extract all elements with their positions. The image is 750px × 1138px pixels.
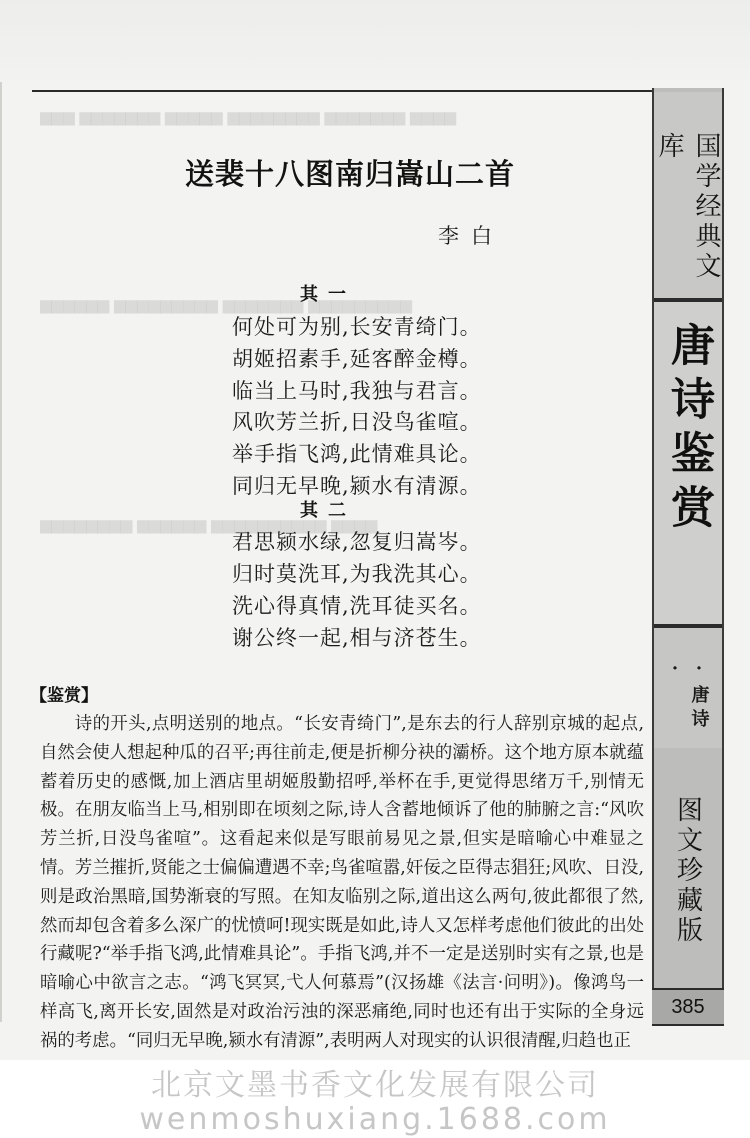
section-heading: 其一 [300,284,356,305]
watermark-url: wenmoshuxiang.1688.com [139,1102,611,1137]
edition-label: 图文珍藏版 [672,796,703,946]
poem-line: 归时莫洗耳,为我洗其心。 [232,562,482,586]
poem-line: 洗心得真情,洗耳徒买名。 [232,594,482,618]
bleed-through-texture: ▆▆▆ ▆▆▆▆▆▆▆ ▆▆▆▆▆ ▆▆▆▆▆▆▆▆ ▆▆▆▆▆▆▆ ▆▆▆▆ [40,112,457,130]
sidebar-edition-block [654,748,722,1002]
poem-title: 送裴十八图南归嵩山二首 [184,157,515,191]
poem-line: 风吹芳兰折,日没鸟雀喧。 [232,410,482,434]
header-rule [32,90,658,92]
page-left-edge [0,82,2,1022]
book-title: 唐诗鉴赏 [663,322,714,538]
bleed-through-texture: ▆▆▆▆▆▆▆▆ ▆▆▆▆▆▆ ▆▆▆▆▆▆▆▆▆▆ ▆▆▆▆ [40,520,378,538]
bleed-through-texture: ▆▆▆▆▆▆ ▆▆▆▆▆▆▆▆▆ ▆▆▆▆▆▆▆ ▆▆▆▆▆▆▆▆▆ [40,300,412,318]
poem-line: 胡姬招素手,延客醉金樽。 [232,347,482,371]
series-name: 国学经典文库 [654,132,721,282]
appreciation-text [40,710,644,1056]
watermark-company: 北京文墨书香文化发展有限公司 [151,1068,599,1103]
page-number: 385 [652,988,724,1026]
category-label: ·唐诗· [664,658,710,733]
poem-author: 李白 [438,224,504,248]
section-heading: 其二 [300,500,356,521]
poem-line: 君思颍水绿,忽复归嵩岑。 [232,530,482,554]
appreciation-label: 【鉴赏】 [30,686,98,706]
poem-line: 举手指飞鸿,此情难具论。 [232,442,482,466]
sidebar [652,88,724,1022]
poem-line: 临当上马时,我独与君言。 [232,379,482,403]
poem-line: 何处可为别,长安青绮门。 [232,315,482,339]
poem-line: 谢公终一起,相与济苍生。 [232,626,482,650]
sidebar-title-block [654,302,722,624]
poem-line: 同归无早晚,颍水有清源。 [232,474,482,498]
appreciation-paragraph: 诗的开头,点明送别的地点。“长安青绮门”,是东去的行人辞别京城的起点,自然会使人想起种瓜的召平;再往前走,便是折柳分袂的灞桥。这个地方原本就蕴蓄着历史的感慨,加上酒店里胡姬殷勤招呼,举杯在手,更觉得思绪万千,别情无极。在朋友临当上马,相别即在顷刻之际,诗人含蓄地倾诉了他的肺腑之言:“风吹芳兰折,日没鸟雀喧”。这看起来似是写眼前易见之景,但实是暗喻心中难显之情。芳兰摧折,贤能之士偏偏遭遇不幸;鸟雀喧嚣,奸佞之臣得志猖狂;风吹、日没,则是政治黑暗,国势渐衰的写照。在知友临别之际,道出这么两句,彼此都很了然,然而却包含着多么深广的忧愤呵!现实既是如此,诗人又怎样考虑他们彼此的出处行藏呢?“举手指飞鸿,此情难具论”。手指飞鸿,并不一定是送别时实有之景,也是暗喻心中欲言之志。“鸿飞冥冥,弋人何慕焉”(汉扬雄《法言·问明》)。像鸿鸟一样高飞,离开长安,固然是对政治污浊的深恶痛绝,同时也还有出于实际的全身远祸的考虑。“同归无早晚,颍水有清源”,表明两人对现实的认识很清醒,归趋也正 [40,714,644,1051]
sidebar-series-block [654,92,722,298]
sidebar-category-block [654,628,722,748]
page-top-shade [0,0,750,80]
